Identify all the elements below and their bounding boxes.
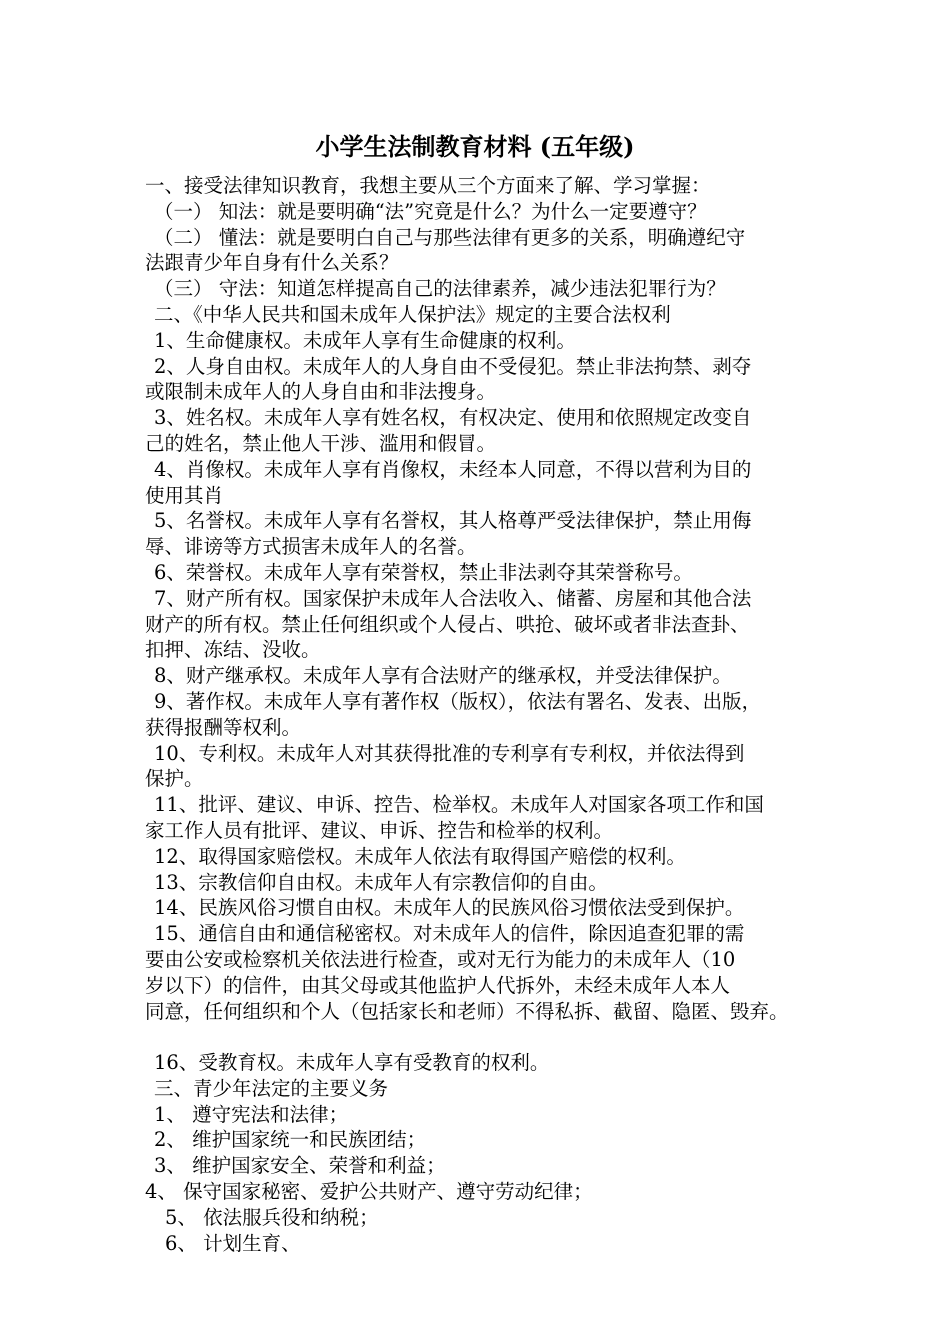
list-item: 11、批评、建议、申诉、控告、检举权。未成年人对国家各项工作和国: [154, 793, 764, 817]
list-item: 7、财产所有权。国家保护未成年人合法收入、储蓄、房屋和其他合法: [154, 586, 752, 610]
paragraph-line: （二） 懂法：就是要明白自己与那些法律有更多的关系，明确遵纪守: [154, 225, 746, 249]
list-item: 16、受教育权。未成年人享有受教育的权利。: [154, 1051, 550, 1075]
list-item: 2、人身自由权。未成年人的人身自由不受侵犯。禁止非法拘禁、剥夺: [154, 354, 752, 378]
list-item-continuation: 同意，任何组织和个人（包括家长和老师）不得私拆、截留、隐匿、毁弃。: [145, 999, 789, 1023]
blank-line: [145, 1024, 825, 1050]
list-item-continuation: 要由公安或检察机关依法进行检查，或对无行为能力的未成年人（10: [145, 947, 736, 971]
list-item: 8、财产继承权。未成年人享有合法财产的继承权，并受法律保护。: [154, 664, 732, 688]
paragraph-line: （三） 守法：知道怎样提高自己的法律素养，减少违法犯罪行为？: [154, 277, 726, 301]
section-heading: 二、《中华人民共和国未成年人保护法》规定的主要合法权利: [154, 302, 671, 326]
paragraph-line: 法跟青少年自身有什么关系？: [145, 251, 399, 275]
duty-item: 6、 计划生育、: [165, 1231, 301, 1255]
list-item: 15、通信自由和通信秘密权。对未成年人的信件，除因追查犯罪的需: [154, 922, 745, 946]
document-body: [145, 173, 825, 1256]
duty-item: 2、 维护国家统一和民族团结；: [154, 1128, 427, 1152]
list-item: 6、荣誉权。未成年人享有荣誉权，禁止非法剥夺其荣誉称号。: [154, 560, 693, 584]
paragraph-line: （一） 知法：就是要明确“法”究竟是什么？为什么一定要遵守？: [154, 199, 707, 223]
duty-item: 3、 维护国家安全、荣誉和利益；: [154, 1154, 446, 1178]
list-item-continuation: 财产的所有权。禁止任何组织或个人侵占、哄抢、破坏或者非法查卦、: [145, 612, 750, 636]
duty-item: 1、 遵守宪法和法律；: [154, 1102, 349, 1126]
document-title: 小学生法制教育材料 (五年级): [315, 132, 635, 161]
list-item-continuation: 或限制未成年人的人身自由和非法搜身。: [145, 380, 497, 404]
list-item: 13、宗教信仰自由权。未成年人有宗教信仰的自由。: [154, 870, 608, 894]
list-item: 5、名誉权。未成年人享有名誉权，其人格尊严受法律保护，禁止用侮: [154, 509, 752, 533]
list-item-continuation: 家工作人员有批评、建议、申诉、控告和检举的权利。: [145, 818, 614, 842]
list-item: 12、取得国家赔偿权。未成年人依法有取得国产赔偿的权利。: [154, 844, 686, 868]
list-item: 4、肖像权。未成年人享有肖像权，未经本人同意，不得以营利为目的: [154, 457, 752, 481]
list-item: 9、著作权。未成年人享有著作权（版权），依法有署名、发表、出版，: [154, 689, 762, 713]
list-item: 10、专利权。未成年人对其获得批准的专利享有专利权，并依法得到: [154, 741, 745, 765]
list-item: 14、民族风俗习惯自由权。未成年人的民族风俗习惯依法受到保护。: [154, 896, 745, 920]
list-item-continuation: 扣押、冻结、没收。: [145, 638, 321, 662]
duty-item: 5、 依法服兵役和纳税；: [165, 1205, 379, 1229]
list-item: 3、姓名权。未成年人享有姓名权，有权决定、使用和依照规定改变自: [154, 406, 752, 430]
list-item-continuation: 使用其肖: [145, 483, 224, 507]
list-item-continuation: 获得报酬等权利。: [145, 715, 302, 739]
duty-item: 4、 保守国家秘密、爱护公共财产、遵守劳动纪律；: [145, 1180, 593, 1204]
section-heading: 三、青少年法定的主要义务: [154, 1076, 389, 1100]
list-item-continuation: 岁以下）的信件，由其父母或其他监护人代拆外，未经未成年人本人: [145, 973, 731, 997]
list-item-continuation: 保护。: [145, 767, 204, 791]
list-item-continuation: 己的姓名，禁止他人干涉、滥用和假冒。: [145, 431, 497, 455]
section-heading: 一、接受法律知识教育，我想主要从三个方面来了解、学习掌握：: [145, 174, 711, 197]
list-item: 1、生命健康权。未成年人享有生命健康的权利。: [154, 328, 576, 352]
list-item-continuation: 辱、诽谤等方式损害未成年人的名誉。: [145, 535, 477, 559]
